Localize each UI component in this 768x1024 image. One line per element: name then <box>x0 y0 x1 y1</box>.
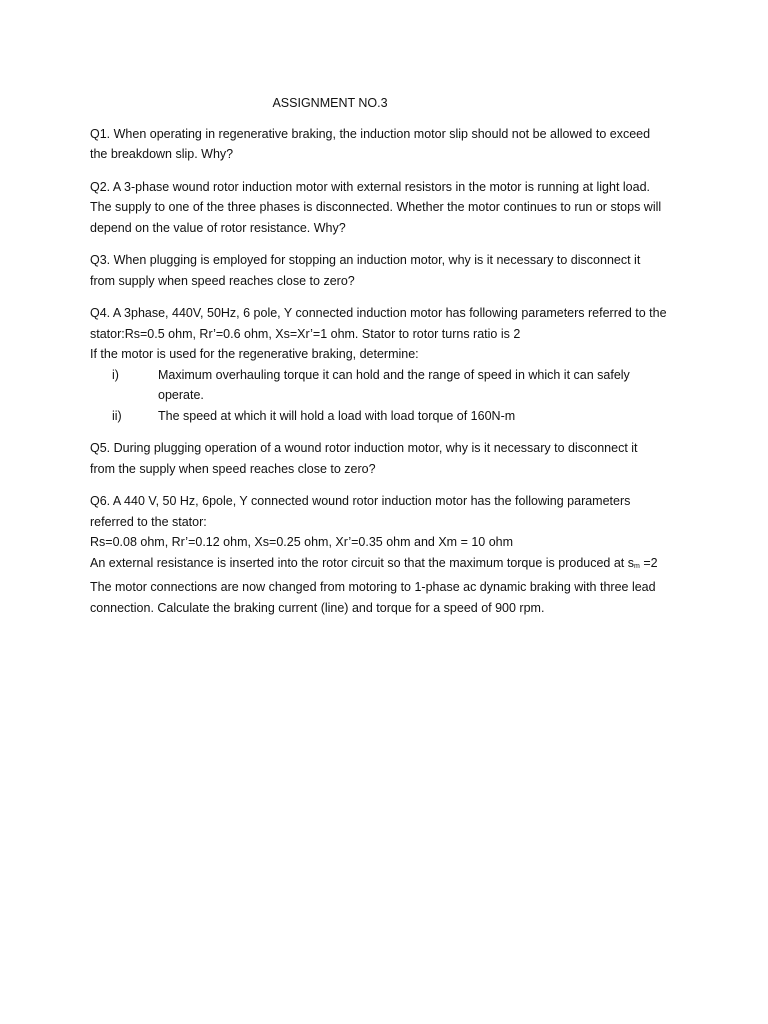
assignment-title: ASSIGNMENT NO.3 <box>272 96 388 110</box>
question-1 <box>90 124 690 165</box>
question-6-line: Q6. A 440 V, 50 Hz, 6pole, Y connected wound rotor induction motor has the following parameters <box>90 494 631 508</box>
list-marker: ii) <box>112 408 122 423</box>
list-item-line: Maximum overhauling torque it can hold and the range of speed in which it can safely <box>158 367 630 382</box>
list-item-text <box>158 365 630 406</box>
question-6-line-with-subscript <box>90 553 690 578</box>
question-4-item-i <box>90 365 690 406</box>
assignment-content <box>90 93 690 630</box>
question-1-line: the breakdown slip. Why? <box>90 147 234 161</box>
question-4-item-ii <box>90 406 690 427</box>
question-2-line: depend on the value of rotor resistance. Why? <box>90 220 346 235</box>
list-marker: i) <box>112 367 119 382</box>
question-3-line: from supply when speed reaches close to zero? <box>90 273 355 288</box>
question-4 <box>90 303 690 426</box>
question-1-line: Q1. When operating in regenerative braking, the induction motor slip should not be allowed to exceed <box>90 126 651 141</box>
question-6-line: The motor connections are now changed from motoring to 1-phase ac dynamic braking with three lead <box>90 580 656 594</box>
list-item-line: The speed at which it will hold a load with load torque of 160N-m <box>158 408 516 423</box>
question-6 <box>90 491 690 618</box>
question-6-line: Rs=0.08 ohm, Rr’=0.12 ohm, Xs=0.25 ohm, Xr’=0.35 ohm and Xm = 10 ohm <box>90 535 514 549</box>
question-5 <box>90 438 690 479</box>
question-6-line: connection. Calculate the braking current (line) and torque for a speed of 900 rpm. <box>90 600 545 615</box>
question-4-line: Q4. A 3phase, 440V, 50Hz, 6 pole, Y connected induction motor has following parameters referred to the <box>90 306 667 320</box>
question-4-line: If the motor is used for the regenerative braking, determine: <box>90 347 419 361</box>
question-6-line: referred to the stator: <box>90 514 207 529</box>
question-4-line: stator:Rs=0.5 ohm, Rr’=0.6 ohm, Xs=Xr’=1 ohm. Stator to rotor turns ratio is 2 <box>90 326 521 341</box>
question-3 <box>90 250 690 291</box>
list-item-text <box>158 406 515 427</box>
slip-subscript: m <box>634 562 640 570</box>
question-2-line: The supply to one of the three phases is disconnected. Whether the motor continues to run or stops will <box>90 200 662 214</box>
question-2-line: Q2. A 3-phase wound rotor induction motor with external resistors in the motor is running at light load. <box>90 179 651 194</box>
question-4-sublist <box>90 365 690 427</box>
question-2 <box>90 177 690 239</box>
question-5-line: Q5. During plugging operation of a wound rotor induction motor, why is it necessary to disconnect it <box>90 441 638 455</box>
list-item-line: operate. <box>158 388 204 402</box>
question-5-line: from the supply when speed reaches close to zero? <box>90 461 376 476</box>
question-6-line-prefix: An external resistance is inserted into the rotor circuit so that the maximum torque is produced at s <box>90 555 635 570</box>
question-3-line: Q3. When plugging is employed for stopping an induction motor, why is it necessary to disconnect it <box>90 253 641 267</box>
question-6-line-suffix: =2 <box>639 555 658 570</box>
